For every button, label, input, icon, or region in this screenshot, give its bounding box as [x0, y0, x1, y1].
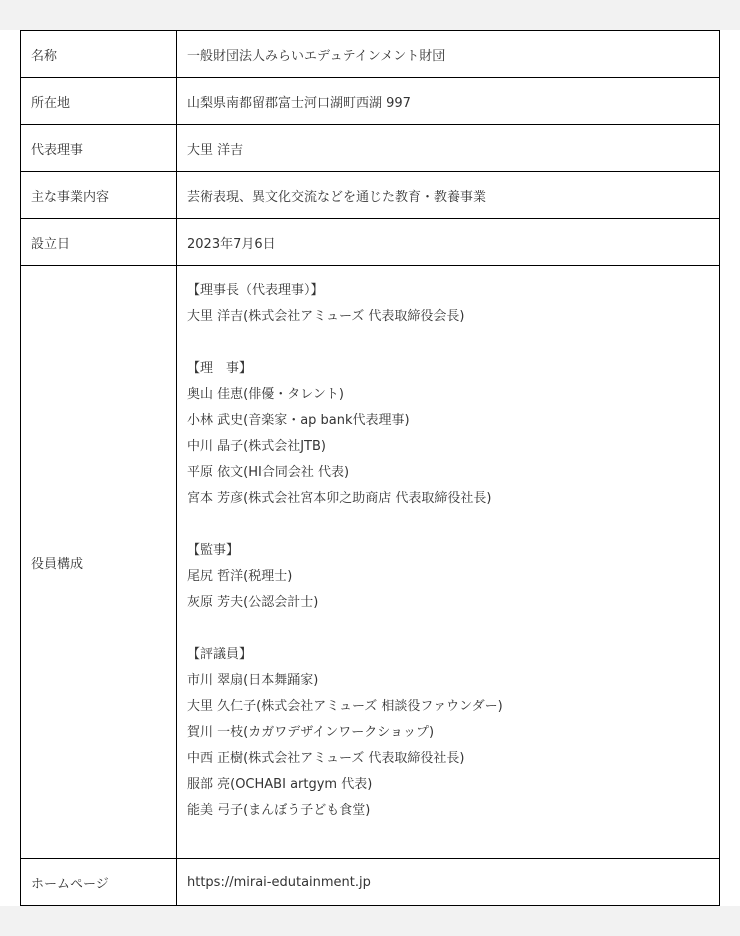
row-label: 主な事業内容	[21, 172, 177, 219]
row-value: 山梨県南都留郡富士河口湖町西湖 997	[177, 78, 720, 125]
row-label: 所在地	[21, 78, 177, 125]
row-label: 設立日	[21, 219, 177, 266]
officer-entry: 宮本 芳彦(株式会社宮本卯之助商店 代表取締役社長)	[187, 491, 492, 506]
officers-value	[177, 266, 720, 859]
officer-entry: 奥山 佳恵(俳優・タレント)	[187, 387, 344, 402]
table-row-name	[21, 31, 720, 78]
officer-list	[187, 270, 709, 854]
table-row-officers	[21, 266, 720, 859]
page	[0, 30, 740, 906]
row-label: 代表理事	[21, 125, 177, 172]
row-value: 芸術表現、異文化交流などを通じた教育・教養事業	[177, 172, 720, 219]
chairman-heading: 【理事長（代表理事）】	[187, 283, 324, 298]
row-label: ホームページ	[21, 859, 177, 906]
table-row-established	[21, 219, 720, 266]
councilors-heading: 【評議員】	[187, 647, 253, 662]
officer-entry: 能美 弓子(まんぼう子ども食堂)	[187, 803, 371, 818]
officer-entry: 服部 亮(OCHABI artgym 代表)	[187, 777, 373, 792]
officer-entry: 大里 洋吉(株式会社アミューズ 代表取締役会長)	[187, 309, 465, 324]
auditors-heading: 【監事】	[187, 543, 240, 558]
row-label: 名称	[21, 31, 177, 78]
officer-entry: 中川 晶子(株式会社JTB)	[187, 439, 326, 454]
table-row-representative	[21, 125, 720, 172]
officer-entry: 市川 翠扇(日本舞踊家)	[187, 673, 319, 688]
row-value: 2023年7月6日	[177, 219, 720, 266]
table-row-business	[21, 172, 720, 219]
officer-entry: 大里 久仁子(株式会社アミューズ 相談役ファウンダー)	[187, 699, 503, 714]
officer-entry: 賀川 一枝(カガワデザインワークショップ)	[187, 725, 435, 740]
officer-entry: 灰原 芳夫(公認会計士)	[187, 595, 319, 610]
officer-entry: 尾尻 哲洋(税理士)	[187, 569, 293, 584]
row-label: 役員構成	[21, 266, 177, 859]
officer-entry: 平原 依文(HI合同会社 代表)	[187, 465, 350, 480]
directors-heading: 【理 事】	[187, 361, 253, 376]
row-value: 一般財団法人みらいエデュテインメント財団	[177, 31, 720, 78]
table-row-homepage	[21, 859, 720, 906]
officer-entry: 小林 武史(音楽家・ap bank代表理事)	[187, 413, 410, 428]
officer-entry: 中西 正樹(株式会社アミューズ 代表取締役社長)	[187, 751, 465, 766]
homepage-link[interactable]: https://mirai-edutainment.jp	[177, 859, 720, 906]
foundation-info-table	[20, 30, 720, 906]
table-row-address	[21, 78, 720, 125]
row-value: 大里 洋吉	[177, 125, 720, 172]
